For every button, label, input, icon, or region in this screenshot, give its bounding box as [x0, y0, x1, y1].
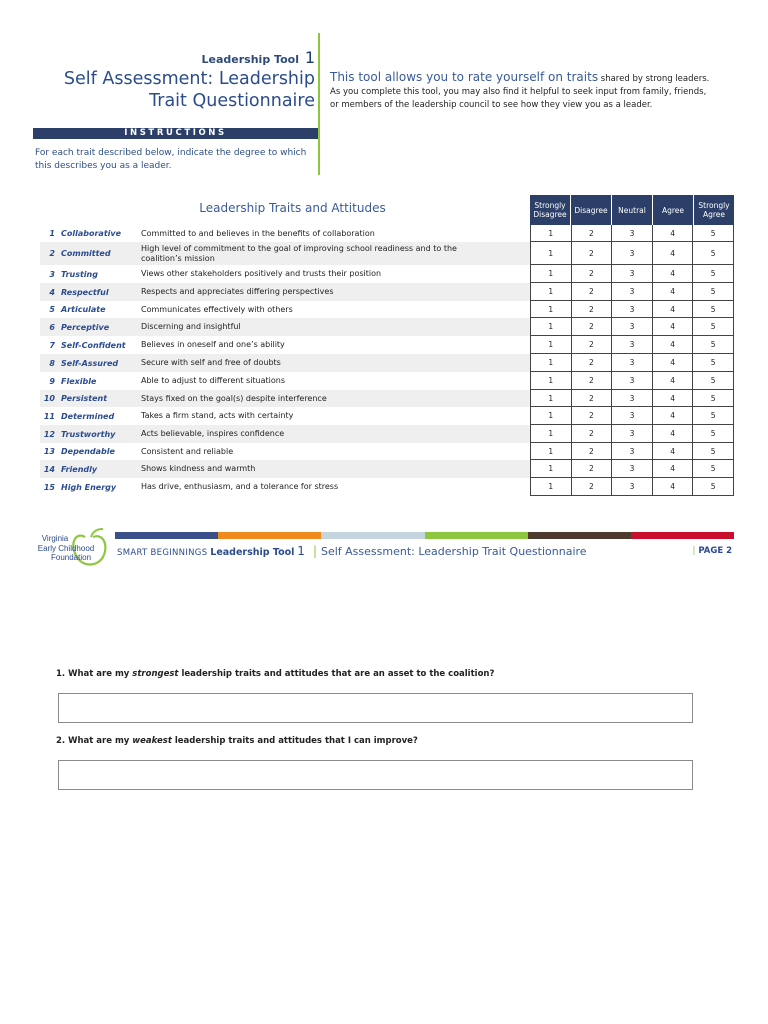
intro-text: [330, 71, 710, 112]
trait-name: Respectful: [61, 287, 109, 297]
trait-name: Committed: [61, 249, 111, 258]
trait-name: Collaborative: [61, 229, 122, 238]
trait-description: Committed to and believes in the benefits of collaboration: [141, 228, 375, 238]
table-row: [40, 336, 734, 354]
color-stripe-segment: [528, 532, 631, 539]
rating-option[interactable]: 3: [611, 407, 653, 425]
header-divider: [318, 33, 320, 175]
rating-cells: [530, 443, 734, 460]
rating-option[interactable]: 4: [652, 407, 694, 425]
trait-info: [40, 283, 530, 301]
rating-option[interactable]: 2: [571, 225, 613, 242]
trait-name: Trustworthy: [61, 429, 116, 439]
rating-option[interactable]: 5: [692, 225, 734, 242]
trait-description: Views other stakeholders positively and trusts their position: [141, 269, 382, 278]
rating-option[interactable]: 2: [571, 318, 613, 336]
rating-option[interactable]: 4: [652, 460, 694, 478]
trait-name: High Energy: [61, 482, 117, 492]
rating-option[interactable]: 1: [530, 354, 572, 372]
rating-cells: [530, 265, 734, 283]
table-row: [40, 443, 734, 460]
trait-name: Persistent: [61, 394, 108, 403]
trait-name: Trusting: [61, 269, 98, 279]
rating-cells: [530, 354, 734, 372]
rating-option[interactable]: 4: [652, 265, 694, 283]
rating-option[interactable]: 5: [692, 265, 734, 283]
table-row: [40, 478, 734, 496]
trait-info: [40, 460, 530, 478]
trait-description: Takes a firm stand, acts with certainty: [141, 411, 294, 420]
trait-number: 6: [49, 322, 55, 332]
rating-option[interactable]: 2: [571, 390, 613, 407]
rating-header-cell: Strongly Agree: [693, 195, 734, 225]
trait-description: Communicates effectively with others: [141, 304, 293, 314]
rating-option[interactable]: 2: [571, 372, 613, 390]
color-stripe-segment: [425, 532, 528, 539]
rating-option[interactable]: 5: [692, 242, 734, 265]
rating-option[interactable]: 4: [652, 425, 694, 443]
trait-description: Secure with self and free of doubts: [141, 358, 281, 367]
table-row: [40, 354, 734, 372]
traits-table: [40, 225, 734, 496]
table-row: [40, 242, 734, 265]
rating-option[interactable]: 5: [692, 425, 734, 443]
page-number: | PAGE 2: [692, 546, 732, 556]
logo-line-2: Early Childhood: [37, 544, 95, 553]
rating-cells: [530, 318, 734, 336]
instructions-label: INSTRUCTIONS: [33, 128, 318, 139]
trait-description: Able to adjust to different situations: [141, 376, 286, 385]
rating-option[interactable]: 3: [611, 460, 653, 478]
rating-option[interactable]: 5: [692, 354, 734, 372]
footer-doc-title: Self Assessment: Leadership Trait Questionnaire: [320, 545, 587, 558]
rating-option[interactable]: 4: [652, 390, 694, 407]
rating-option[interactable]: 4: [652, 354, 694, 372]
tool-label: Leadership Tool 1: [201, 48, 315, 67]
trait-description: Discerning and insightful: [141, 322, 241, 331]
title-line-1: Self Assessment: Leadership: [63, 69, 315, 89]
rating-cells: [530, 301, 734, 318]
rating-option[interactable]: 3: [611, 443, 653, 460]
trait-name: Perceptive: [61, 322, 110, 332]
rating-option[interactable]: 1: [530, 425, 572, 443]
color-stripe-segment: [321, 532, 424, 539]
footer-title: SMART BEGINNINGS Leadership Tool 1 | Self Assessment: Leadership Trait Questionnaire: [117, 544, 587, 558]
trait-description: Stays fixed on the goal(s) despite interference: [141, 393, 327, 403]
table-row: [40, 301, 734, 318]
trait-info: [40, 225, 530, 242]
rating-option[interactable]: 1: [530, 372, 572, 390]
header-block: [33, 48, 315, 112]
trait-info: [40, 407, 530, 425]
trait-number: 9: [49, 376, 55, 386]
rating-option[interactable]: 2: [571, 283, 613, 301]
rating-option[interactable]: 1: [530, 407, 572, 425]
trait-description: Believes in oneself and one’s ability: [141, 340, 285, 349]
rating-option[interactable]: 5: [692, 318, 734, 336]
trait-number: 12: [43, 429, 55, 439]
trait-number: 15: [43, 482, 55, 492]
table-row: [40, 460, 734, 478]
table-title: Leadership Traits and Attitudes: [199, 201, 386, 215]
rating-option[interactable]: 5: [692, 283, 734, 301]
trait-name: Friendly: [61, 464, 98, 474]
rating-option[interactable]: 3: [611, 301, 653, 318]
trait-info: [40, 390, 530, 407]
rating-option[interactable]: 3: [611, 265, 653, 283]
trait-name: Determined: [61, 411, 115, 421]
trait-description: Has drive, enthusiasm, and a tolerance for stress: [141, 482, 339, 491]
trait-number: 7: [49, 340, 55, 350]
color-stripe-segment: [115, 532, 218, 539]
rating-option[interactable]: 5: [692, 390, 734, 407]
rating-cells: [530, 460, 734, 478]
rating-cells: [530, 283, 734, 301]
rating-option[interactable]: 2: [571, 407, 613, 425]
rating-option[interactable]: 4: [652, 318, 694, 336]
rating-option[interactable]: 2: [571, 478, 613, 496]
rating-option[interactable]: 2: [571, 460, 613, 478]
rating-option[interactable]: 2: [571, 443, 613, 460]
trait-description: Acts believable, inspires confidence: [141, 429, 285, 438]
intro-lead: This tool allows you to rate yourself on traits: [330, 70, 599, 84]
rating-option[interactable]: 1: [530, 301, 572, 318]
trait-number: 2: [49, 249, 55, 258]
trait-number: 3: [49, 269, 55, 279]
table-row: [40, 265, 734, 283]
rating-option[interactable]: 5: [692, 301, 734, 318]
rating-option[interactable]: 4: [652, 478, 694, 496]
trait-number: 8: [49, 358, 55, 368]
rating-cells: [530, 336, 734, 354]
rating-option[interactable]: 3: [611, 225, 653, 242]
rating-option[interactable]: 1: [530, 390, 572, 407]
rating-option[interactable]: 1: [530, 460, 572, 478]
q1-emphasis: strongest: [132, 669, 179, 679]
table-row: [40, 283, 734, 301]
trait-number: 4: [49, 287, 55, 297]
trait-name: Articulate: [61, 305, 106, 314]
rating-option[interactable]: 2: [571, 242, 613, 265]
page-title: [33, 68, 315, 112]
trait-name: Dependable: [61, 447, 115, 456]
trait-number: 5: [49, 305, 55, 314]
rating-option[interactable]: 4: [652, 336, 694, 354]
color-stripe: [115, 532, 734, 539]
trait-number: 11: [43, 411, 55, 421]
trait-description: Consistent and reliable: [141, 446, 234, 456]
trait-number: 13: [43, 447, 55, 456]
rating-option[interactable]: 5: [692, 478, 734, 496]
trait-info: [40, 242, 530, 265]
rating-option[interactable]: 2: [571, 265, 613, 283]
rating-option[interactable]: 2: [571, 336, 613, 354]
rating-option[interactable]: 3: [611, 478, 653, 496]
rating-header-cell: Strongly Disagree: [533, 201, 567, 219]
instructions-text: For each trait described below, indicate the degree to which this describes you as a leader.: [35, 148, 307, 171]
rating-cells: [530, 372, 734, 390]
trait-number: 1: [49, 229, 55, 238]
rating-cells: [530, 242, 734, 265]
trait-info: [40, 372, 530, 390]
rating-option[interactable]: 4: [652, 301, 694, 318]
rating-option[interactable]: 5: [692, 336, 734, 354]
rating-option[interactable]: 4: [652, 242, 694, 265]
rating-option[interactable]: 1: [530, 283, 572, 301]
trait-info: [40, 318, 530, 336]
answer-box-1[interactable]: [58, 693, 693, 723]
rating-option[interactable]: 3: [611, 354, 653, 372]
rating-cells: [530, 478, 734, 496]
rating-option[interactable]: 2: [571, 354, 613, 372]
trait-info: [40, 443, 530, 460]
rating-option[interactable]: 3: [611, 283, 653, 301]
trait-name: Self-Confident: [61, 340, 126, 350]
rating-option[interactable]: 5: [692, 460, 734, 478]
intro-rest: shared by strong leaders. As you complete this tool, you may also find it helpful to seek input from family, friends, or members of the leadership council to see how they view you as a leader.: [330, 74, 710, 110]
rating-cells: [530, 390, 734, 407]
logo-line-3: Foundation: [50, 553, 92, 562]
trait-number: 10: [43, 394, 55, 403]
table-row: [40, 425, 734, 443]
rating-option[interactable]: 1: [530, 318, 572, 336]
footer-smart: SMART BEGINNINGS: [117, 548, 208, 558]
rating-option[interactable]: 1: [530, 478, 572, 496]
color-stripe-segment: [218, 532, 321, 539]
rating-option[interactable]: 5: [692, 407, 734, 425]
footer-tool-number: 1: [297, 544, 305, 558]
color-stripe-segment: [631, 532, 734, 539]
rating-header: [530, 195, 734, 225]
rating-option[interactable]: 4: [652, 443, 694, 460]
rating-option[interactable]: 1: [530, 443, 572, 460]
answer-box-2[interactable]: [58, 760, 693, 790]
footer-tool-label: Leadership Tool: [210, 547, 295, 558]
table-row: [40, 372, 734, 390]
rating-option[interactable]: 4: [652, 372, 694, 390]
trait-info: [40, 478, 530, 496]
rating-option[interactable]: 5: [692, 443, 734, 460]
rating-option[interactable]: 2: [571, 301, 613, 318]
trait-info: [40, 265, 530, 283]
rating-cells: [530, 407, 734, 425]
rating-cells: [530, 425, 734, 443]
trait-info: [40, 354, 530, 372]
rating-option[interactable]: 3: [611, 425, 653, 443]
rating-option[interactable]: 1: [530, 225, 572, 242]
rating-header-cell: Disagree: [570, 195, 611, 225]
trait-description: Respects and appreciates differing perspectives: [141, 287, 334, 296]
rating-option[interactable]: 2: [571, 425, 613, 443]
rating-header-cell: Agree: [652, 195, 693, 225]
rating-option[interactable]: 4: [652, 283, 694, 301]
trait-description: High level of commitment to the goal of improving school readiness and to the coalition’s mission: [141, 243, 457, 263]
trait-description: Shows kindness and warmth: [141, 464, 256, 473]
rating-option[interactable]: 4: [652, 225, 694, 242]
question-1: 1. What are my strongest leadership traits and attitudes that are an asset to the coalition?: [56, 669, 495, 679]
rating-option[interactable]: 3: [611, 336, 653, 354]
vecf-logo: [33, 527, 113, 571]
logo-line-1: Virginia: [41, 534, 69, 543]
rating-option[interactable]: 5: [692, 372, 734, 390]
table-row: [40, 407, 734, 425]
rating-header-cell: Neutral: [611, 195, 652, 225]
rating-option[interactable]: 3: [611, 372, 653, 390]
q2-emphasis: weakest: [132, 736, 172, 746]
trait-info: [40, 425, 530, 443]
trait-info: [40, 301, 530, 318]
table-row: [40, 318, 734, 336]
trait-info: [40, 336, 530, 354]
question-2: 2. What are my weakest leadership traits and attitudes that I can improve?: [56, 736, 418, 746]
rating-option[interactable]: 1: [530, 336, 572, 354]
rating-cells: [530, 225, 734, 242]
tool-number: 1: [304, 48, 315, 67]
trait-name: Self-Assured: [61, 358, 119, 368]
rating-option[interactable]: 3: [611, 242, 653, 265]
trait-name: Flexible: [61, 376, 97, 386]
table-row: [40, 390, 734, 407]
rating-option[interactable]: 1: [530, 265, 572, 283]
title-line-2: Trait Questionnaire: [149, 91, 315, 111]
trait-number: 14: [43, 464, 55, 474]
rating-option[interactable]: 3: [611, 318, 653, 336]
table-row: [40, 225, 734, 242]
rating-option[interactable]: 3: [611, 390, 653, 407]
rating-option[interactable]: 1: [530, 242, 572, 265]
